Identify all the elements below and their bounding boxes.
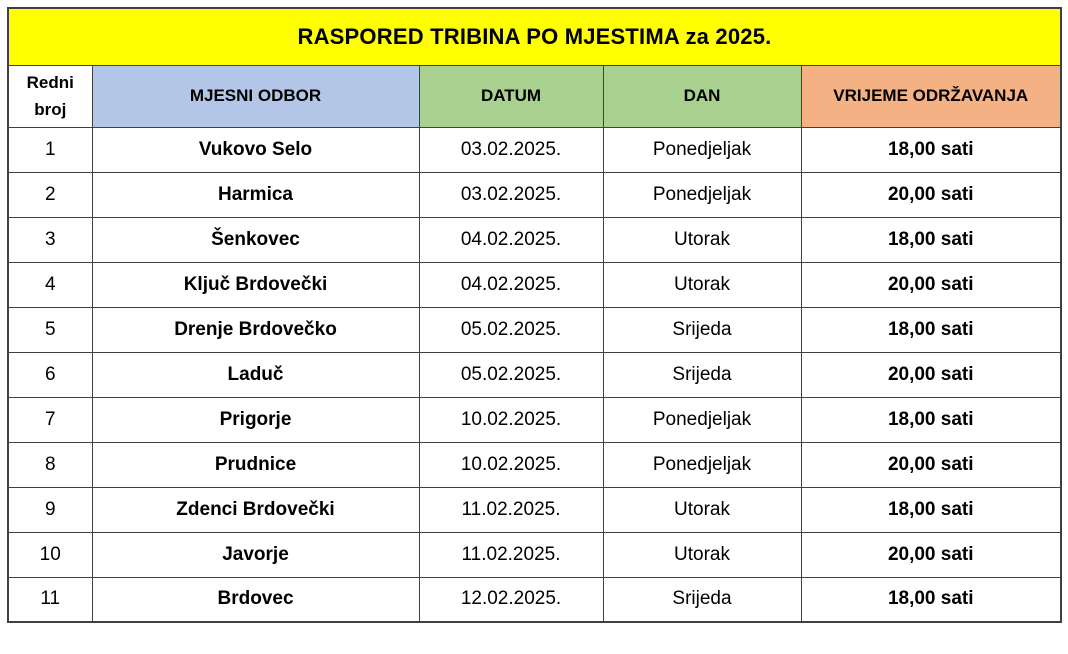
cell-vrijeme: 18,00 sati (801, 577, 1061, 622)
cell-dan: Utorak (603, 217, 801, 262)
cell-vrijeme: 20,00 sati (801, 262, 1061, 307)
cell-datum: 03.02.2025. (419, 127, 603, 172)
cell-dan: Ponedjeljak (603, 397, 801, 442)
cell-vrijeme: 20,00 sati (801, 172, 1061, 217)
cell-datum: 11.02.2025. (419, 532, 603, 577)
cell-dan: Srijeda (603, 352, 801, 397)
cell-mjesni-odbor: Brdovec (92, 577, 419, 622)
cell-datum: 10.02.2025. (419, 397, 603, 442)
cell-dan: Ponedjeljak (603, 442, 801, 487)
cell-redni-broj: 3 (8, 217, 92, 262)
cell-dan: Srijeda (603, 307, 801, 352)
cell-mjesni-odbor: Šenkovec (92, 217, 419, 262)
table-row (8, 397, 1061, 442)
schedule-table (7, 7, 1062, 623)
cell-vrijeme: 20,00 sati (801, 352, 1061, 397)
table-row (8, 532, 1061, 577)
cell-vrijeme: 18,00 sati (801, 487, 1061, 532)
cell-redni-broj: 7 (8, 397, 92, 442)
table-row (8, 352, 1061, 397)
cell-redni-broj: 10 (8, 532, 92, 577)
cell-mjesni-odbor: Javorje (92, 532, 419, 577)
table-row (8, 172, 1061, 217)
cell-redni-broj: 1 (8, 127, 92, 172)
cell-redni-broj: 5 (8, 307, 92, 352)
cell-mjesni-odbor: Ključ Brdovečki (92, 262, 419, 307)
cell-redni-broj: 4 (8, 262, 92, 307)
table-row (8, 262, 1061, 307)
cell-dan: Utorak (603, 532, 801, 577)
cell-vrijeme: 18,00 sati (801, 397, 1061, 442)
cell-dan: Ponedjeljak (603, 127, 801, 172)
cell-redni-broj: 6 (8, 352, 92, 397)
col-header-datum: DATUM (419, 65, 603, 127)
cell-datum: 04.02.2025. (419, 217, 603, 262)
cell-redni-broj: 11 (8, 577, 92, 622)
cell-datum: 12.02.2025. (419, 577, 603, 622)
cell-datum: 05.02.2025. (419, 352, 603, 397)
cell-mjesni-odbor: Prudnice (92, 442, 419, 487)
cell-vrijeme: 18,00 sati (801, 217, 1061, 262)
cell-mjesni-odbor: Zdenci Brdovečki (92, 487, 419, 532)
title-row (8, 8, 1061, 65)
cell-vrijeme: 18,00 sati (801, 307, 1061, 352)
cell-vrijeme: 20,00 sati (801, 532, 1061, 577)
table-row (8, 217, 1061, 262)
cell-dan: Ponedjeljak (603, 172, 801, 217)
col-header-dan: DAN (603, 65, 801, 127)
cell-datum: 04.02.2025. (419, 262, 603, 307)
cell-datum: 05.02.2025. (419, 307, 603, 352)
table-row (8, 307, 1061, 352)
cell-dan: Utorak (603, 487, 801, 532)
col-header-mjesni-odbor: MJESNI ODBOR (92, 65, 419, 127)
table-row (8, 577, 1061, 622)
cell-vrijeme: 20,00 sati (801, 442, 1061, 487)
cell-mjesni-odbor: Prigorje (92, 397, 419, 442)
table-row (8, 127, 1061, 172)
cell-mjesni-odbor: Laduč (92, 352, 419, 397)
cell-datum: 03.02.2025. (419, 172, 603, 217)
cell-datum: 10.02.2025. (419, 442, 603, 487)
schedule-sheet (7, 7, 1062, 623)
table-row (8, 487, 1061, 532)
header-row (8, 65, 1061, 127)
page-title: RASPORED TRIBINA PO MJESTIMA za 2025. (8, 8, 1061, 65)
col-header-redni-broj: Redni broj (8, 65, 92, 127)
cell-redni-broj: 9 (8, 487, 92, 532)
cell-redni-broj: 8 (8, 442, 92, 487)
cell-datum: 11.02.2025. (419, 487, 603, 532)
cell-dan: Srijeda (603, 577, 801, 622)
cell-mjesni-odbor: Harmica (92, 172, 419, 217)
table-row (8, 442, 1061, 487)
cell-vrijeme: 18,00 sati (801, 127, 1061, 172)
cell-dan: Utorak (603, 262, 801, 307)
cell-mjesni-odbor: Drenje Brdovečko (92, 307, 419, 352)
cell-redni-broj: 2 (8, 172, 92, 217)
cell-mjesni-odbor: Vukovo Selo (92, 127, 419, 172)
col-header-vrijeme: VRIJEME ODRŽAVANJA (801, 65, 1061, 127)
